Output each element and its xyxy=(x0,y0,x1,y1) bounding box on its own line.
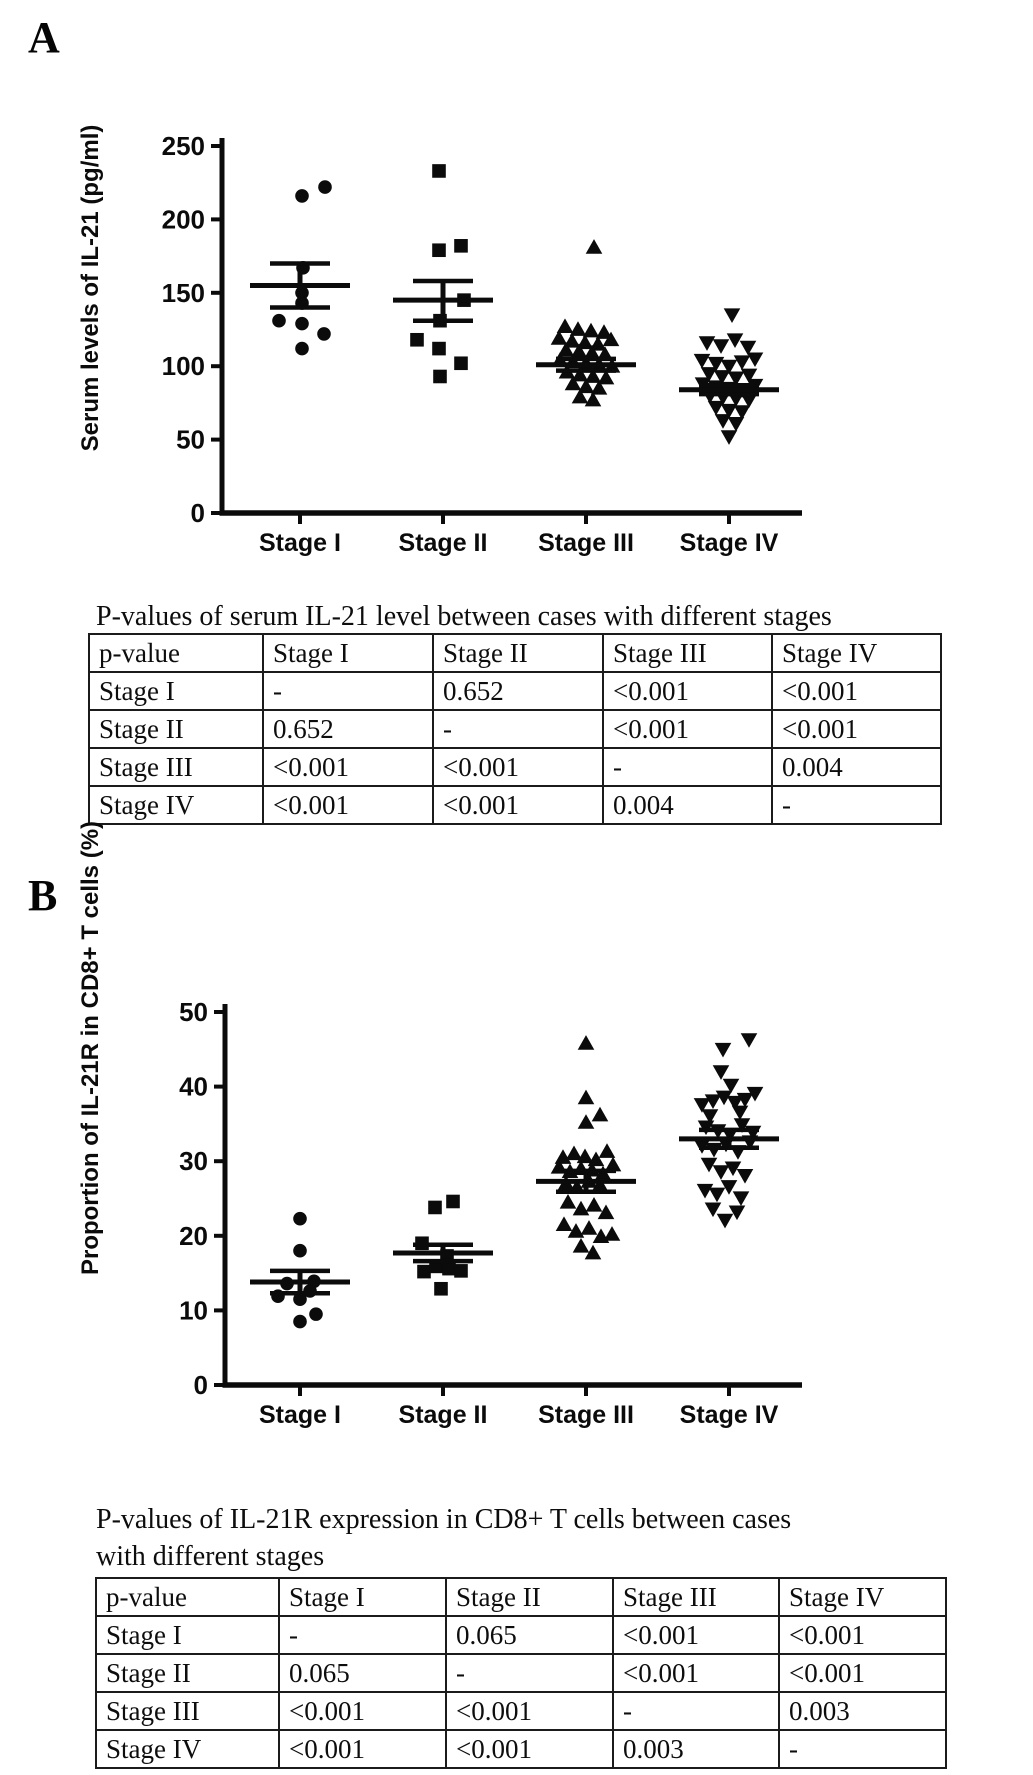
pvalue-cell: 0.652 xyxy=(433,672,603,710)
data-point-triangle-down xyxy=(747,352,764,367)
pvalue-cell: - xyxy=(279,1616,446,1654)
data-point-circle xyxy=(293,1244,307,1258)
table-row xyxy=(89,710,941,748)
data-point-circle xyxy=(295,189,309,203)
data-point-triangle-down xyxy=(715,1043,732,1058)
table-a-header-cell: Stage IV xyxy=(772,634,941,672)
data-point-triangle-down xyxy=(713,339,730,354)
y-tick-label: 20 xyxy=(179,1220,208,1251)
pvalue-cell: 0.004 xyxy=(603,786,772,824)
table-row xyxy=(96,1616,946,1654)
data-point-triangle-down xyxy=(734,355,751,370)
series-stage-i xyxy=(250,180,350,355)
data-point-triangle-up xyxy=(599,1143,616,1158)
pvalue-cell: <0.001 xyxy=(446,1692,613,1730)
x-category-label: Stage I xyxy=(259,529,341,557)
data-point-square xyxy=(454,239,468,253)
table-a-header-cell: Stage I xyxy=(263,634,433,672)
data-point-triangle-up xyxy=(578,1114,595,1129)
data-point-triangle-up xyxy=(598,1204,615,1219)
data-point-triangle-up xyxy=(578,1035,595,1050)
series-stage-iv xyxy=(679,1033,779,1228)
series-stage-ii xyxy=(393,1195,493,1296)
data-point-triangle-down xyxy=(727,333,744,348)
pvalue-cell: - xyxy=(263,672,433,710)
pvalue-cell: - xyxy=(446,1654,613,1692)
y-tick-label: 40 xyxy=(179,1071,208,1102)
series-stage-iii xyxy=(536,239,636,406)
pvalue-cell: <0.001 xyxy=(613,1616,779,1654)
data-point-triangle-up xyxy=(604,1226,621,1241)
series-stage-i xyxy=(250,1212,350,1329)
pvalue-cell: <0.001 xyxy=(433,748,603,786)
table-row xyxy=(96,1692,946,1730)
y-tick-label: 200 xyxy=(161,204,205,235)
y-tick-label: 250 xyxy=(161,131,205,161)
table-b-title-line1: P-values of IL-21R expression in CD8+ T cells between cases xyxy=(96,1504,792,1535)
y-tick-label: 30 xyxy=(179,1146,208,1177)
series-stage-ii xyxy=(393,164,493,383)
axes xyxy=(179,997,802,1429)
data-point-triangle-down xyxy=(733,1191,750,1206)
data-point-triangle-down xyxy=(721,430,738,445)
pvalue-cell: - xyxy=(779,1730,946,1768)
data-point-triangle-down xyxy=(701,1158,718,1173)
data-point-square xyxy=(454,356,468,370)
panel-b-letter: B xyxy=(28,871,58,920)
pvalue-cell: 0.065 xyxy=(446,1616,613,1654)
data-point-triangle-down xyxy=(713,1065,730,1080)
data-point-triangle-down xyxy=(715,414,732,429)
pvalue-cell: <0.001 xyxy=(613,1654,779,1692)
y-tick-label: 10 xyxy=(179,1295,208,1326)
data-point-triangle-down xyxy=(741,1033,758,1048)
data-point-triangle-up xyxy=(556,1216,573,1231)
data-point-circle xyxy=(293,1315,307,1329)
x-category-label: Stage I xyxy=(259,1401,341,1429)
data-point-triangle-up xyxy=(586,239,603,254)
pvalue-cell: - xyxy=(772,786,941,824)
row-label: Stage IV xyxy=(96,1730,279,1768)
y-axis-title: Proportion of IL-21R in CD8+ T cells (%) xyxy=(77,820,104,1276)
data-point-triangle-up xyxy=(581,1220,598,1235)
pvalue-cell: - xyxy=(603,748,772,786)
row-label: Stage IV xyxy=(89,786,263,824)
data-point-triangle-down xyxy=(709,1188,726,1203)
panel-a-letter: A xyxy=(28,13,60,62)
table-row xyxy=(96,1730,946,1768)
data-point-circle xyxy=(309,1307,323,1321)
data-point-triangle-down xyxy=(724,308,741,323)
data-point-square xyxy=(432,243,446,257)
data-point-triangle-down xyxy=(694,354,711,369)
pvalue-cell: 0.003 xyxy=(613,1730,779,1768)
data-point-square xyxy=(446,1195,460,1209)
table-b-header-cell: Stage II xyxy=(446,1578,613,1616)
pvalue-cell: <0.001 xyxy=(603,672,772,710)
y-tick-label: 100 xyxy=(161,351,205,382)
data-point-triangle-down xyxy=(737,1169,754,1184)
data-point-triangle-up xyxy=(592,1107,609,1122)
data-point-square xyxy=(432,342,446,356)
data-point-square xyxy=(442,1262,456,1276)
data-point-circle xyxy=(318,180,332,194)
data-point-square xyxy=(454,1264,468,1278)
data-point-circle xyxy=(317,327,331,341)
y-tick-label: 50 xyxy=(179,997,208,1027)
pvalue-cell: <0.001 xyxy=(279,1692,446,1730)
table-a-header-cell: p-value xyxy=(89,634,263,672)
data-point-circle xyxy=(295,317,309,331)
x-category-label: Stage II xyxy=(398,1401,488,1429)
pvalue-cell: <0.001 xyxy=(772,710,941,748)
y-tick-label: 150 xyxy=(161,277,205,308)
data-point-circle xyxy=(295,342,309,356)
data-point-square xyxy=(417,1265,431,1279)
data-point-triangle-down xyxy=(713,1165,730,1180)
table-a-header-row xyxy=(89,634,941,672)
data-point-square xyxy=(433,370,447,384)
pvalue-cell: 0.003 xyxy=(779,1692,946,1730)
table-b-header-cell: Stage IV xyxy=(779,1578,946,1616)
x-category-label: Stage III xyxy=(538,1401,634,1429)
table-row xyxy=(96,1654,946,1692)
row-label: Stage II xyxy=(96,1654,279,1692)
data-point-circle xyxy=(272,314,286,328)
table-b-header-cell: Stage I xyxy=(279,1578,446,1616)
pvalue-cell: 0.652 xyxy=(263,710,433,748)
pvalue-cell: <0.001 xyxy=(603,710,772,748)
table-a-title: P-values of serum IL-21 level between cases with different stages xyxy=(96,601,832,632)
row-label: Stage II xyxy=(89,710,263,748)
pvalue-cell: <0.001 xyxy=(779,1654,946,1692)
table-row xyxy=(89,672,941,710)
row-label: Stage I xyxy=(96,1616,279,1654)
pvalue-cell: <0.001 xyxy=(779,1616,946,1654)
x-category-label: Stage II xyxy=(398,529,488,557)
data-point-triangle-down xyxy=(732,1106,749,1121)
row-label: Stage I xyxy=(89,672,263,710)
pvalue-cell: 0.065 xyxy=(279,1654,446,1692)
data-point-triangle-up xyxy=(560,1194,577,1209)
row-label: Stage III xyxy=(89,748,263,786)
data-point-triangle-down xyxy=(706,1143,723,1158)
data-point-triangle-up xyxy=(573,1238,590,1253)
data-point-square xyxy=(432,164,446,178)
data-point-square xyxy=(428,1201,442,1215)
series-stage-iii xyxy=(536,1035,636,1259)
table-b-title xyxy=(96,1501,791,1575)
data-point-circle xyxy=(293,1212,307,1226)
data-point-triangle-down xyxy=(708,401,725,416)
scatter-plot-il21-serum xyxy=(0,0,1033,572)
table-b-title-line2: with different stages xyxy=(96,1541,325,1572)
pvalue-cell: <0.001 xyxy=(433,786,603,824)
y-tick-label: 50 xyxy=(176,424,205,455)
x-category-label: Stage III xyxy=(538,529,634,557)
pvalue-table-b xyxy=(95,1577,947,1769)
data-point-triangle-down xyxy=(728,417,745,432)
data-point-triangle-down xyxy=(729,1206,746,1221)
table-a-header-cell: Stage III xyxy=(603,634,772,672)
pvalue-cell: - xyxy=(433,710,603,748)
series-stage-iv xyxy=(679,308,779,444)
data-point-triangle-up xyxy=(578,1090,595,1105)
table-b-header-row xyxy=(96,1578,946,1616)
data-point-square xyxy=(434,1282,448,1296)
pvalue-cell: <0.001 xyxy=(772,672,941,710)
pvalue-cell: - xyxy=(613,1692,779,1730)
y-tick-label: 0 xyxy=(193,1370,208,1400)
data-point-triangle-up xyxy=(586,1197,603,1212)
y-axis-title: Serum levels of IL-21 (pg/ml) xyxy=(77,124,104,452)
y-tick-label: 0 xyxy=(190,498,205,528)
pvalue-cell: <0.001 xyxy=(446,1730,613,1768)
row-label: Stage III xyxy=(96,1692,279,1730)
pvalue-cell: 0.004 xyxy=(772,748,941,786)
x-category-label: Stage IV xyxy=(679,1401,779,1429)
table-b-header-cell: p-value xyxy=(96,1578,279,1616)
scatter-plot-il21r-cd8 xyxy=(0,780,1033,1440)
pvalue-cell: <0.001 xyxy=(263,748,433,786)
data-point-triangle-down xyxy=(717,1214,734,1229)
table-b-header-cell: Stage III xyxy=(613,1578,779,1616)
pvalue-cell: <0.001 xyxy=(263,786,433,824)
x-category-label: Stage IV xyxy=(679,529,779,557)
data-point-triangle-down xyxy=(699,336,716,351)
pvalue-cell: <0.001 xyxy=(279,1730,446,1768)
data-point-square xyxy=(410,333,424,347)
table-a-header-cell: Stage II xyxy=(433,634,603,672)
